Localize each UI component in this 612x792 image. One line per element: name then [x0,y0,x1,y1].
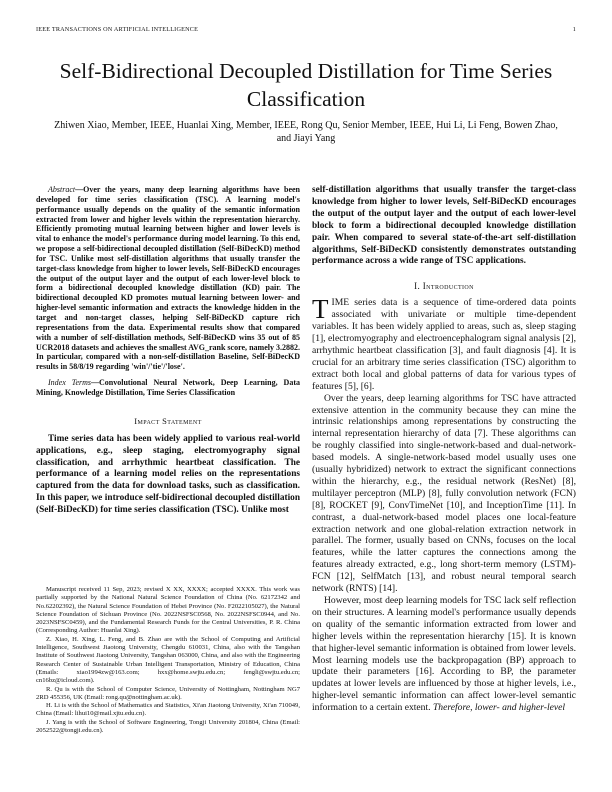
right-column [312,185,576,714]
intro-paragraph-2: Over the years, deep learning algorithms for TSC have attracted extensive attention in the community because they can mine the intrinsic relationships among representations by constructing the internal representation hierarchy of data [7]. These algorithms can be roughly classified into single-network-based and dual-network-based models. A single-network-based model usually uses one (usually hybridized) network to extract the significant connections within the hierarchy, e.g., the residual network (ResNet) [8], multilayer perceptron (MLP) [8], fully convolution network (FCN) [8], ROCKET [9], ConvTimeNet [10], and InceptionTime [11]. In contrast, a dual-network-based model places one local-feature extraction network and one global-relation extraction network in parallel. The former, usually based on CNNs, focuses on the local features, while the latter captures the connections among the features already extracted, e.g., long short-term memory (LSTM)-FCN [12], SelfMatch [13], and robust neural temporal search network (RNTS) [14]. [312,392,576,595]
footnote: Z. Xiao, H. Xing, L. Feng, and B. Zhao are with the School of Computing and Artificial Intelligence, Southwest Jiaotong University, Chengdu 610031, China, also with the Tangshan Institute of Southwest Jiaotong University, Tangshan 063000, China, and also with the Engineering Research Center of Sustainable Urban Intelligent Transportation, Ministry of Education, China (Emails: xiao1994zw@163.com; hxx@home.swjtu.edu.cn; fengli@swjtu.edu.cn; cn16bz@icloud.com). [36,635,300,685]
introduction-heading: I. Introduction [414,281,474,292]
footnote: R. Qu is with the School of Computer Science, University of Nottingham, Nottingham NG7 2RD 455356, UK (Email: rong.qu@nottingham.ac.uk). [36,685,300,701]
intro-p1-text: IME series data is a sequence of time-ordered data points associated with univariate or multiple time-dependent variables. It has been widely applied to areas, such as, sleep staging [1], electromyography and electroencephalogram signal analysis [2], arrhythmic heartbeat classification [3], and fault diagnosis [4]. It is crucial for an arbitrary time series classification (TSC) algorithm to extract both local and global patterns of data for various types of features [5], [6]. [312,297,576,392]
footnote: J. Yang is with the School of Software Engineering, Tongji University 201804, China (Email: 2052522@tongji.edu.cn). [36,718,300,735]
impact-heading: Impact Statement [134,415,202,426]
abstract [36,185,300,372]
footnote: H. Li is with the School of Mathematics and Statistics, Xi'an Jiaotong University, Xi'an 710049, China (Email: lihui10@mail.xjtu.edu.cn). [36,702,300,718]
page-number: 1 [572,26,576,33]
drop-cap: T [312,294,329,325]
footnote: Manuscript received 11 Sep, 2023; revised X XX, XXXX; accepted XXXX. This work was partially supported by the National Natural Science Foundation of China (No. 62172342 and No.62202392), the Natural Science Foundation of Hebei Province (No. F2022105027), the Natural Science Foundation of Sichuan Province (No. 2022NSFSC0568, No. 2022NSFSC0944, and No. 2023NSFSC0459), and the Fundamental Research Funds for the Central Universities, P. R. China (Corresponding Author: Huanlai Xing). [36,586,300,635]
paper-title: Self-Bidirectional Decoupled Distillation for Time Series Classification [59,59,553,111]
abstract-label: Abstract [48,185,76,194]
left-column [36,185,300,517]
author-list: Zhiwen Xiao, Member, IEEE, Huanlai Xing, Member, IEEE, Rong Qu, Senior Member, IEEE, Hui Li, Li Feng, Bowen Zhao, and Jiayi Yang [54,120,558,144]
intro-p3-italic: Therefore, lower- and higher-level [432,702,566,714]
intro-paragraph-3 [312,595,576,714]
impact-text: Time series data has been widely applied to various real-world applications, e.g., sleep staging, electromyography signal classification, and arrhythmic heartbeat classification. The performance of a learning model relies on the representations captured from the data for download tasks, such as classification. In this paper, we introduce self-bidirectional decoupled distillation (Self-BiDecKD) for time series classification (TSC). Unlike most [36,433,300,516]
intro-p3-text: However, most deep learning models for TSC lack self reflection on their structures. A learning model's performance usually depends on quality of the semantic information extracted from lower and higher levels within the representation hierarchy [15]. It is known that higher-level semantic information is obtained from lower levels. Most learning models use the backpropagation (BP) approach to update their parameters [16]. According to BP, the parameter updates at lower levels are influenced by those at higher levels, i.e., higher-level semantic information can affect lower-level semantic information to a certain extent. [312,595,576,714]
index-terms [36,378,300,398]
impact-continued: self-distillation algorithms that usually transfer the target-class knowledge from higher to lower levels, Self-BiDecKD encourages the output of the output layer and the output of each lower-level block to form a bidirectional decoupled knowledge distillation pair. When compared to several state-of-the-art self-distillation algorithms, Self-BiDecKD consistently demonstrates outstanding performance across a wide range of TSC applications. [312,185,576,267]
index-terms-label: Index Terms [48,378,92,388]
intro-paragraph-1 [312,294,576,392]
index-terms-text: —Convolutional Neural Network, Deep Learning, Data Mining, Knowledge Distillation, Time Series Classification [36,378,300,397]
footnotes [36,586,300,735]
running-header [36,26,576,36]
abstract-text: —Over the years, many deep learning algorithms have been developed for time series classification (TSC). A learning model's performance usually depends on the quality of the semantic information extracted from lower and higher levels within the representation hierarchy. Efficiently promoting mutual learning between higher and lower levels is vital to enhance the model's performance during model learning. To this end, we propose a self-bidirectional decoupled distillation (Self-BiDecKD) method for TSC. Unlike most self-distillation algorithms that usually transfer the target-class knowledge from higher to lower levels, Self-BiDecKD encourages the output of the output layer and the output of each lower-level block to form a bidirectional decoupled knowledge distillation (KD) pair. The bidirectional decoupled KD promotes mutual learning between lower- and higher-level semantic information and extracts the knowledge hidden in the target and non-target classes, helping Self-BiDecKD capture rich representations from the data. Experimental results show that compared with a number of self-distillation methods, Self-BiDecKD wins 35 out of 85 UCR2018 datasets and achieves the smallest AVG_rank score, namely 3.2882. In particular, compared with a non-self-distillation Baseline, Self-BiDecKD results in 58/8/19 regarding 'win'/'tie'/'lose'. [36,185,300,372]
journal-name: IEEE TRANSACTIONS ON ARTIFICIAL INTELLIGENCE [36,26,199,33]
